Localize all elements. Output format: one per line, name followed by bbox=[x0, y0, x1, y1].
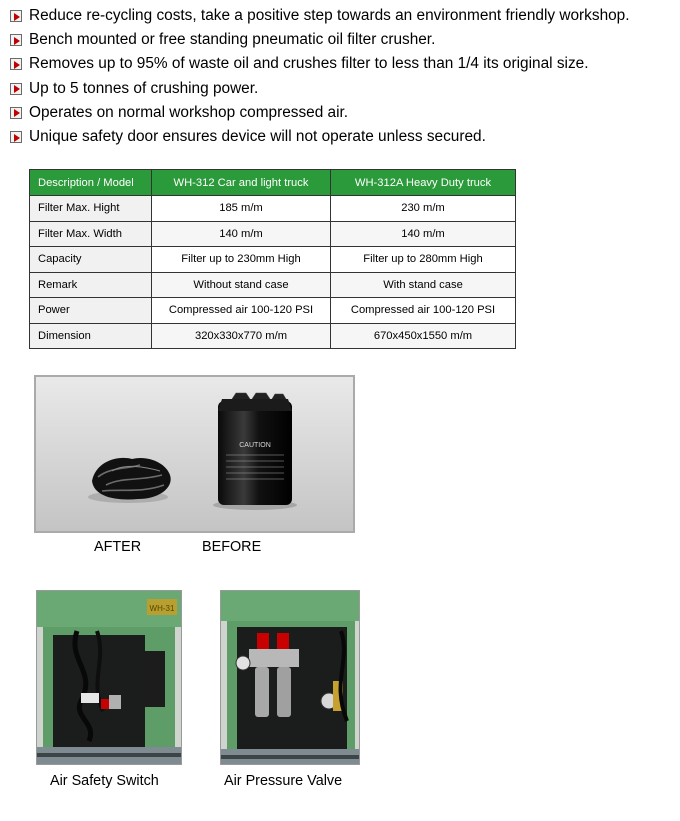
table-cell: 670x450x1550 m/m bbox=[331, 323, 516, 349]
feature-text: Unique safety door ensures device will not operate unless secured. bbox=[29, 128, 486, 146]
air-pressure-valve-caption: Air Pressure Valve bbox=[224, 773, 343, 789]
table-row bbox=[30, 323, 516, 349]
column-header: WH-312 Car and light truck bbox=[152, 170, 331, 196]
machine-illustration bbox=[221, 591, 360, 765]
column-header: Description / Model bbox=[30, 170, 152, 196]
list-item bbox=[10, 77, 678, 101]
list-item bbox=[10, 101, 678, 125]
table-cell: Compressed air 100-120 PSI bbox=[152, 298, 331, 324]
list-item bbox=[10, 52, 678, 76]
list-item bbox=[10, 4, 678, 28]
table-header-row bbox=[30, 170, 516, 196]
list-item bbox=[10, 28, 678, 52]
feature-text: Up to 5 tonnes of crushing power. bbox=[29, 79, 259, 97]
table-row bbox=[30, 221, 516, 247]
play-arrow-icon bbox=[10, 34, 22, 46]
row-label: Dimension bbox=[30, 323, 152, 349]
table-row bbox=[30, 247, 516, 273]
play-arrow-icon bbox=[10, 10, 22, 22]
feature-list bbox=[10, 4, 678, 149]
table-cell: Filter up to 280mm High bbox=[331, 247, 516, 273]
table-cell: Filter up to 230mm High bbox=[152, 247, 331, 273]
feature-text: Reduce re-cycling costs, take a positive step towards an environment friendly workshop. bbox=[29, 7, 630, 25]
feature-text: Removes up to 95% of waste oil and crushes filter to less than 1/4 its original size. bbox=[29, 55, 589, 73]
filter-comparison-photo bbox=[34, 375, 355, 533]
crushed-filter bbox=[88, 458, 171, 503]
table-cell: Compressed air 100-120 PSI bbox=[331, 298, 516, 324]
air-pressure-valve-photo bbox=[220, 590, 360, 765]
row-label: Capacity bbox=[30, 247, 152, 273]
column-header: WH-312A Heavy Duty truck bbox=[331, 170, 516, 196]
table-cell: 140 m/m bbox=[331, 221, 516, 247]
table-row bbox=[30, 196, 516, 222]
feature-text: Operates on normal workshop compressed air. bbox=[29, 103, 349, 121]
table-cell: 140 m/m bbox=[152, 221, 331, 247]
row-label: Power bbox=[30, 298, 152, 324]
machine-illustration bbox=[37, 591, 182, 765]
air-safety-switch-caption: Air Safety Switch bbox=[50, 773, 159, 789]
play-arrow-icon bbox=[10, 131, 22, 143]
filter-illustration bbox=[36, 377, 353, 531]
after-caption: AFTER bbox=[94, 539, 142, 555]
list-item bbox=[10, 125, 678, 149]
machine-plate-text: WH-31 bbox=[149, 604, 175, 613]
oil-filter bbox=[213, 393, 297, 510]
table-cell: With stand case bbox=[331, 272, 516, 298]
feature-text: Bench mounted or free standing pneumatic oil filter crusher. bbox=[29, 31, 436, 49]
spec-table bbox=[29, 169, 516, 349]
table-cell: Without stand case bbox=[152, 272, 331, 298]
table-cell: 320x330x770 m/m bbox=[152, 323, 331, 349]
play-arrow-icon bbox=[10, 107, 22, 119]
row-label: Filter Max. Width bbox=[30, 221, 152, 247]
play-arrow-icon bbox=[10, 58, 22, 70]
table-cell: 185 m/m bbox=[152, 196, 331, 222]
air-safety-switch-photo bbox=[36, 590, 182, 765]
row-label: Filter Max. Hight bbox=[30, 196, 152, 222]
table-row bbox=[30, 298, 516, 324]
table-cell: 230 m/m bbox=[331, 196, 516, 222]
play-arrow-icon bbox=[10, 83, 22, 95]
filter-label-text: CAUTION bbox=[239, 442, 271, 449]
row-label: Remark bbox=[30, 272, 152, 298]
before-caption: BEFORE bbox=[202, 539, 262, 555]
table-row bbox=[30, 272, 516, 298]
